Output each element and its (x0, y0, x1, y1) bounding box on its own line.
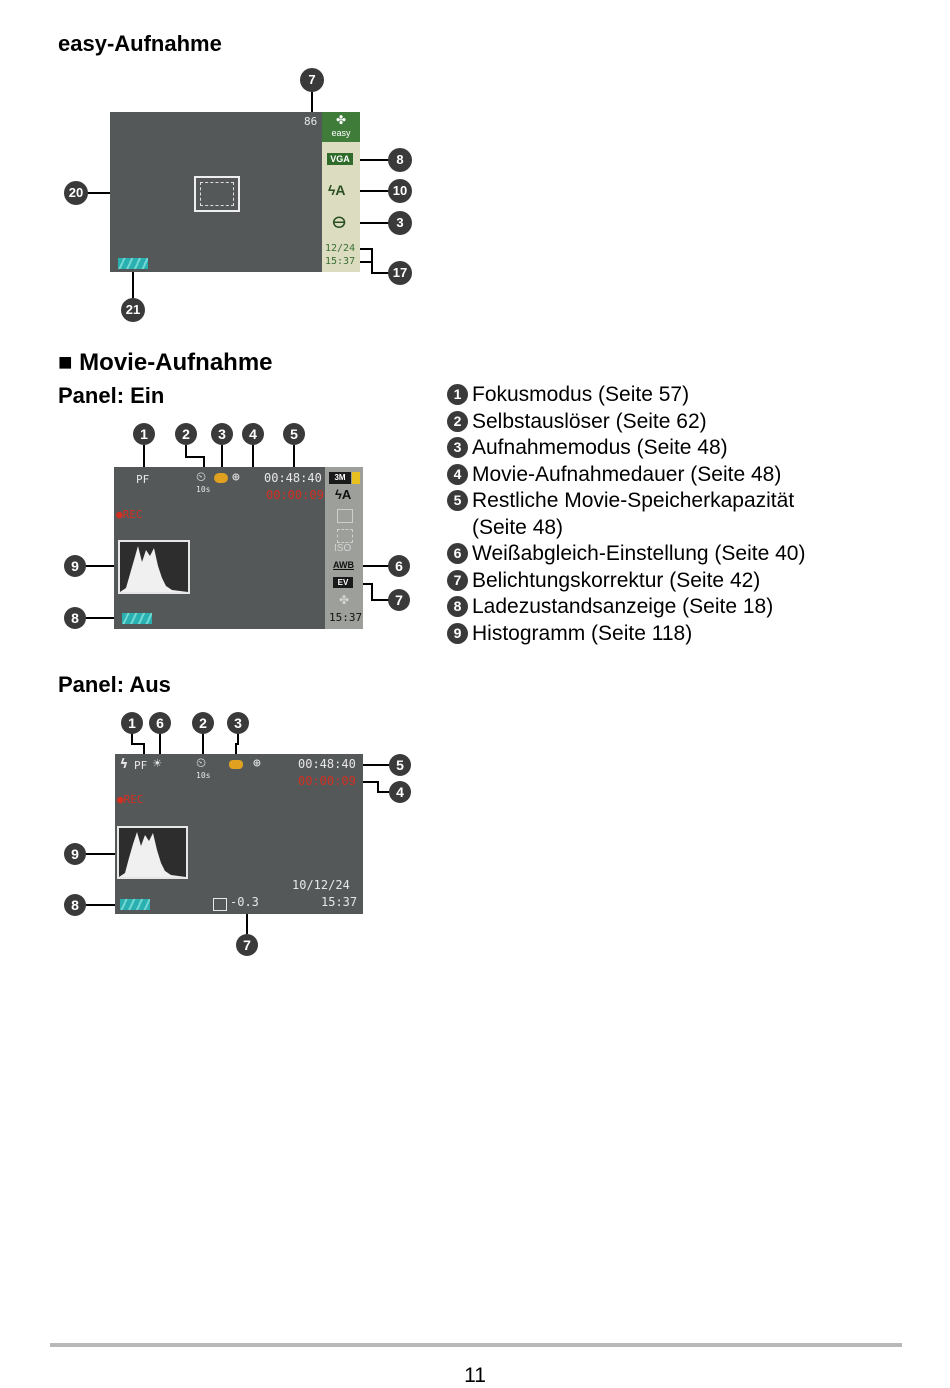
callout-5: 5 (389, 754, 411, 776)
legend-item: 7 Belichtungskorrektur (Seite 42) (447, 568, 805, 595)
quality-icon (352, 472, 360, 484)
easy-mode-badge: ✤ easy (322, 112, 360, 142)
callout-8: 8 (388, 148, 412, 172)
callout-4: 4 (389, 781, 411, 803)
movie-mode-icon (229, 760, 243, 769)
remaining-time: 00:48:40 (298, 757, 356, 771)
flash-auto-icon: ϟA (335, 487, 352, 502)
histogram-graph (120, 542, 188, 592)
battery-icon (122, 613, 152, 624)
zoom-icon: ⊕ (253, 756, 261, 771)
selftimer-icon: ⏲ (196, 470, 207, 485)
callout-6: 6 (149, 712, 171, 734)
callout-1: 1 (121, 712, 143, 734)
selftimer-label: 10s (196, 771, 211, 780)
legend-item: 1 Fokusmodus (Seite 57) (447, 382, 805, 409)
section-title-easy: easy-Aufnahme (58, 31, 222, 56)
selftimer-icon: ⏲ (196, 756, 207, 771)
callout-6: 6 (388, 555, 410, 577)
callout-9: 9 (64, 555, 86, 577)
callout-17: 17 (388, 261, 412, 285)
callout-3: 3 (211, 423, 233, 445)
callout-21: 21 (121, 298, 145, 322)
callout-9: 9 (64, 843, 86, 865)
zoom-icon: ⊕ (232, 470, 240, 485)
face-detect-icon (337, 509, 353, 523)
iso-icon: ISO (334, 543, 352, 554)
selftimer-label: 10s (196, 485, 211, 494)
callout-8: 8 (64, 607, 86, 629)
clover-icon: ✤ (335, 113, 347, 127)
callout-4: 4 (242, 423, 264, 445)
callout-7: 7 (388, 589, 410, 611)
panel-off-date: 10/12/24 (292, 878, 350, 892)
section-marker: ■ (58, 349, 73, 376)
remaining-time: 00:48:40 (264, 471, 322, 485)
legend-item-continuation: (Seite 48) (472, 515, 564, 539)
panel-off-lcd-screen (115, 754, 363, 914)
legend-list (447, 382, 805, 647)
footer-divider (50, 1343, 902, 1347)
callout-8: 8 (64, 894, 86, 916)
mode-clover-icon: ✤ (339, 593, 350, 607)
flash-auto-icon: ϟA (328, 182, 346, 198)
flash-icon: ϟ (120, 757, 128, 772)
panel-on-lcd-screen (114, 467, 330, 629)
legend-item: 2 Selbstauslöser (Seite 62) (447, 409, 805, 436)
callout-5: 5 (283, 423, 305, 445)
legend-item: 8 Ladezustandsanzeige (Seite 18) (447, 594, 805, 621)
callout-2: 2 (175, 423, 197, 445)
battery-icon (118, 258, 148, 269)
callout-10: 10 (388, 179, 412, 203)
callout-3: 3 (227, 712, 249, 734)
callout-1: 1 (133, 423, 155, 445)
legend-item: 4 Movie-Aufnahmedauer (Seite 48) (447, 462, 805, 489)
page-number: 11 (464, 1364, 486, 1387)
elapsed-time: 00:00:09 (266, 488, 324, 502)
legend-item: 9 Histogramm (Seite 118) (447, 621, 805, 648)
easy-shots-remaining: 86 (304, 115, 318, 128)
battery-icon (120, 899, 150, 910)
easy-side-panel (322, 112, 360, 272)
selftimer-icon: ⴱ (332, 215, 347, 232)
ev-value: -0.3 (230, 895, 259, 909)
stabilizer-icon (337, 529, 353, 543)
panel-off-time: 15:37 (321, 895, 358, 909)
callout-20: 20 (64, 181, 88, 205)
vga-size-icon: VGA (327, 153, 353, 165)
callout-2: 2 (192, 712, 214, 734)
histogram (117, 826, 188, 879)
subtitle-panel-off: Panel: Aus (58, 672, 171, 697)
callout-7: 7 (300, 68, 324, 92)
easy-lcd-screen (110, 112, 322, 272)
legend-item: 3 Aufnahmemodus (Seite 48) (447, 435, 805, 462)
callout-3: 3 (388, 211, 412, 235)
image-size-icon: 3M (329, 472, 351, 484)
legend-item: 6 Weißabgleich-Einstellung (Seite 40) (447, 541, 805, 568)
easy-time: 15:37 (325, 256, 356, 267)
ev-icon: EV (333, 577, 353, 588)
callout-7: 7 (236, 934, 258, 956)
legend-item: 5 Restliche Movie-Speicherkapazität (447, 488, 805, 515)
awb-icon: AWB (333, 560, 354, 570)
rec-indicator: ●REC (117, 793, 144, 806)
panel-on-time: 15:37 (329, 611, 363, 624)
white-balance-icon: ☀ (153, 756, 162, 772)
rec-indicator: ●REC (116, 508, 143, 521)
elapsed-time: 00:00:09 (298, 774, 356, 788)
focus-mode-indicator: PF (134, 759, 148, 772)
section-title-movie: ■ Movie-Aufnahme (58, 349, 273, 376)
focus-mode-indicator: PF (136, 473, 150, 486)
ev-icon (213, 898, 227, 911)
focus-frame (194, 176, 240, 212)
subtitle-panel-on: Panel: Ein (58, 383, 165, 408)
panel-on-side-panel (325, 467, 363, 629)
movie-mode-icon (214, 473, 228, 483)
easy-date: 12/24 (325, 243, 356, 254)
histogram-graph (119, 828, 186, 877)
histogram (118, 540, 190, 594)
